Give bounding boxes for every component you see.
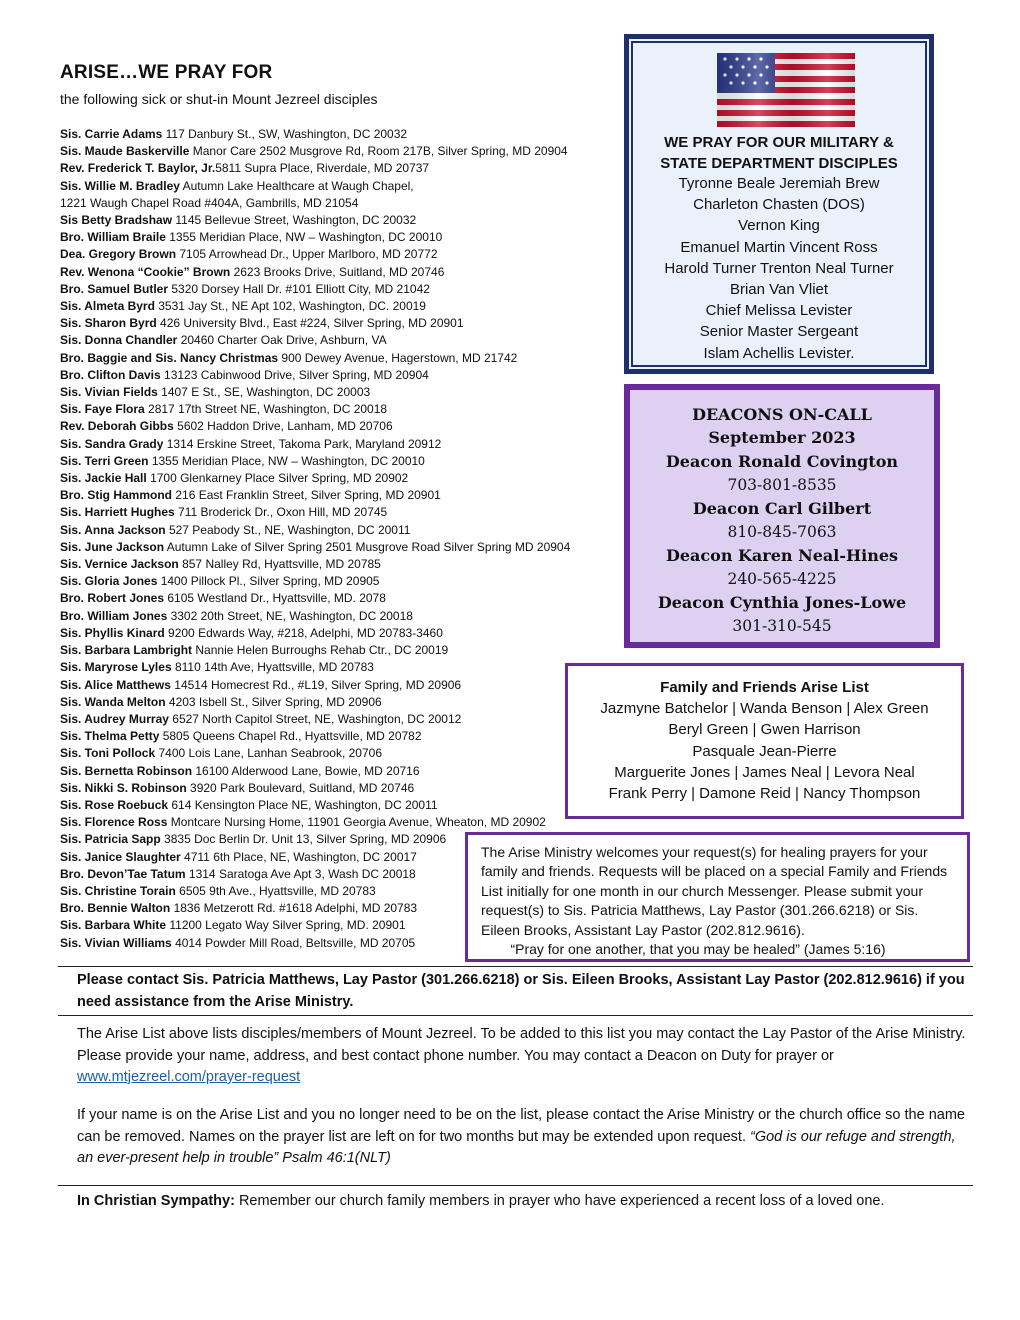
sick-list-item — [60, 763, 620, 780]
deacon-phone: 301-310-545 — [732, 617, 832, 635]
prayer-request-link[interactable]: www.mtjezreel.com/prayer-request — [77, 1069, 301, 1085]
disciple-address: 2817 17th Street NE, Washington, DC 20018 — [144, 402, 388, 417]
disciple-address: 20460 Charter Oak Drive, Ashburn, VA — [177, 333, 387, 348]
sick-list-item — [60, 694, 620, 711]
disciple-address: 8110 14th Ave, Hyattsville, MD 20783 — [171, 660, 374, 675]
prayer-request-box — [465, 832, 970, 962]
family-friends-box — [565, 663, 964, 819]
sick-list-item — [60, 608, 620, 625]
disciple-name: Bro. Robert Jones — [60, 591, 165, 606]
disciple-address: 1700 Glenkarney Place Silver Spring, MD 20902 — [146, 471, 409, 486]
disciple-address: Autumn Lake of Silver Spring 2501 Musgrove Road Silver Spring MD 20904 — [164, 539, 571, 554]
arise-subheading: the following sick or shut-in Mount Jezreel disciples — [60, 91, 378, 107]
sympathy-label: In Christian Sympathy: — [77, 1193, 235, 1209]
disciple-name: Bro. Samuel Butler — [60, 281, 169, 296]
disciple-name: Sis. Vivian Williams — [60, 935, 172, 950]
sympathy-text: Remember our church family members in prayer who have experienced a recent loss of a loved one. — [234, 1193, 885, 1209]
sick-list-item — [60, 298, 620, 315]
disciple-name: Bro. Devon’Tae Tatum — [60, 866, 186, 881]
disciple-name: Sis. Phyllis Kinard — [60, 625, 165, 640]
family-names-line: Marguerite Jones | James Neal | Levora Neal — [614, 763, 915, 781]
disciple-name: Sis. Janice Slaughter — [60, 849, 181, 864]
arise-heading: ARISE…WE PRAY FOR — [60, 62, 273, 83]
disciple-name: Sis. Florence Ross — [60, 815, 168, 830]
disciple-address: 1145 Bellevue Street, Washington, DC 20032 — [172, 213, 417, 228]
disciple-address: Montcare Nursing Home, 11901 Georgia Avenue, Wheaton, MD 20902 — [167, 815, 546, 830]
sick-list-item — [60, 436, 620, 453]
arise-info-paragraph — [77, 1024, 975, 1089]
disciple-name: Sis. Audrey Murray — [60, 711, 169, 726]
sick-list-item — [60, 711, 620, 728]
american-flag-icon — [717, 53, 855, 127]
disciple-address: 426 University Blvd., East #224, Silver Spring, MD 20901 — [156, 316, 464, 331]
disciple-name: Sis. Alice Matthews — [60, 677, 171, 692]
disciple-address: Autumn Lake Healthcare at Waugh Chapel, — [179, 178, 414, 193]
disciple-name: Sis. Faye Flora — [60, 402, 145, 417]
disciple-address: 614 Kensington Place NE, Washington, DC 20011 — [168, 797, 438, 812]
deacon-name: Deacon Cynthia Jones-Lowe — [657, 593, 907, 612]
divider — [58, 1185, 973, 1186]
disciple-name: Sis. Gloria Jones — [60, 574, 158, 589]
disciple-name: Bro. Clifton Davis — [60, 367, 161, 382]
disciple-name: Bro. Bennie Walton — [60, 901, 171, 916]
sick-list-item — [60, 487, 620, 504]
disciple-name: Bro. William Jones — [60, 608, 168, 623]
sick-list-item — [60, 814, 620, 831]
disciple-address: 527 Peabody St., NE, Washington, DC 20011 — [165, 522, 411, 537]
deacons-on-call-box — [624, 384, 940, 648]
disciple-address: 5602 Haddon Drive, Lanham, MD 20706 — [173, 419, 393, 434]
disciple-address: 1221 Waugh Chapel Road #404A, Gambrills, MD 21054 — [60, 195, 359, 210]
military-title: WE PRAY FOR OUR MILITARY & STATE DEPARTMENT DISCIPLES — [660, 134, 898, 172]
disciple-name: Sis. Barbara Lambright — [60, 643, 193, 658]
disciple-address: 4711 6th Place, NE, Washington, DC 20017 — [180, 849, 417, 864]
disciple-name: Sis Betty Bradshaw — [60, 213, 173, 228]
disciple-name: Sis. Maryrose Lyles — [60, 660, 172, 675]
removal-text: If your name is on the Arise List and you no longer need to be on the list, please contact the Arise Ministry or the church office so the name can be removed. Names on the prayer list are left on for two months but may be extended upon request. — [77, 1107, 965, 1145]
disciple-name: Sis. Rose Roebuck — [60, 797, 169, 812]
disciple-name: Sis. June Jackson — [60, 539, 165, 554]
disciple-name: Sis. Jackie Hall — [60, 471, 147, 486]
sick-list-item — [60, 332, 620, 349]
disciple-name: Sis. Anna Jackson — [60, 522, 166, 537]
deacon-phone: 810-845-7063 — [727, 523, 837, 541]
sick-list-item — [60, 315, 620, 332]
disciple-name: Sis. Vivian Fields — [60, 385, 158, 400]
disciple-name: Sis. Wanda Melton — [60, 694, 166, 709]
request-text: The Arise Ministry welcomes your request(s) for healing prayers for your family and friends. Requests will be placed on a special Family and Friends List initially for one month in our church Messenger. Please submit your request(s) to Sis. Patricia Matthews, Lay Pastor (301.266.6218) or Sis. Eileen Brooks, Assistant Lay Pastor (202.812.9616). — [481, 844, 948, 938]
sick-list-item — [60, 229, 620, 246]
disciple-address: 6105 Westland Dr., Hyattsville, MD. 2078 — [164, 591, 386, 606]
request-quote: “Pray for one another, that you may be healed” (James 5:16) — [510, 941, 886, 958]
sick-list — [60, 126, 620, 952]
disciple-address: 1355 Meridian Place, NW – Washington, DC 20010 — [148, 453, 425, 468]
sick-list-item — [60, 264, 620, 281]
family-names-line: Frank Perry | Damone Reid | Nancy Thompson — [608, 785, 921, 803]
sick-list-item — [60, 573, 620, 590]
disciple-address: 9200 Edwards Way, #218, Adelphi, MD 20783-3460 — [164, 625, 443, 640]
disciple-name: Dea. Gregory Brown — [60, 247, 177, 262]
disciple-address: 3835 Doc Berlin Dr. Unit 13, Silver Spring, MD 20906 — [160, 832, 447, 847]
disciple-name: Sis. Patricia Sapp — [60, 832, 161, 847]
sick-list-item — [60, 126, 620, 143]
sick-list-item — [60, 728, 620, 745]
disciple-name: Sis. Nikki S. Robinson — [60, 780, 187, 795]
disciple-address: 900 Dewey Avenue, Hagerstown, MD 21742 — [278, 350, 518, 365]
disciple-address: 1314 Erskine Street, Takoma Park, Maryland 20912 — [163, 436, 442, 451]
sick-list-item — [60, 522, 620, 539]
disciple-name: Sis. Thelma Petty — [60, 729, 160, 744]
sympathy-note — [77, 1191, 977, 1212]
disciple-name: Sis. Terri Green — [60, 453, 149, 468]
disciple-address: 857 Nalley Rd, Hyattsville, MD 20785 — [178, 557, 381, 572]
disciple-address: 1314 Saratoga Ave Apt 3, Wash DC 20018 — [185, 866, 416, 881]
sick-list-item — [60, 367, 620, 384]
disciple-address: 711 Broderick Dr., Oxon Hill, MD 20745 — [174, 505, 388, 520]
sick-list-item — [60, 556, 620, 573]
sick-list-item — [60, 246, 620, 263]
military-name: Senior Master Sergeant — [699, 323, 859, 341]
divider — [58, 966, 973, 967]
disciple-address: 13123 Cabinwood Drive, Silver Spring, MD 20904 — [160, 367, 429, 382]
military-names-list — [629, 173, 929, 364]
disciple-address: 3531 Jay St., NE Apt 102, Washington, DC. 20019 — [154, 299, 426, 314]
removal-paragraph — [77, 1105, 975, 1170]
sick-list-item — [60, 797, 620, 814]
disciple-address: 1836 Metzerott Rd. #1618 Adelphi, MD 20783 — [170, 901, 418, 916]
sick-list-item — [60, 178, 620, 195]
disciple-name: Rev. Deborah Gibbs — [60, 419, 174, 434]
sick-list-item — [60, 160, 620, 177]
disciple-name: Rev. Wenona “Cookie” Brown — [60, 264, 231, 279]
disciple-name: Bro. Stig Hammond — [60, 488, 173, 503]
military-name: Charleton Chasten (DOS) — [693, 196, 865, 214]
sick-list-item — [60, 625, 620, 642]
deacons-title: DEACONS ON-CALL — [692, 405, 872, 424]
disciple-address: 216 East Franklin Street, Silver Spring, MD 20901 — [172, 488, 441, 503]
sick-list-item — [60, 195, 620, 212]
sick-list-item — [60, 453, 620, 470]
disciple-name: Sis. Sandra Grady — [60, 436, 164, 451]
disciple-address: 7400 Lois Lane, Lanhan Seabrook, 20706 — [155, 746, 382, 761]
sick-list-item — [60, 470, 620, 487]
military-prayer-box — [624, 34, 934, 374]
sick-list-item — [60, 659, 620, 676]
disciple-name: Sis. Vernice Jackson — [60, 557, 179, 572]
disciple-name: Sis. Barbara White — [60, 918, 167, 933]
deacon-phone: 703-801-8535 — [727, 476, 837, 494]
sick-list-item — [60, 143, 620, 160]
deacon-name: Deacon Karen Neal-Hines — [665, 546, 899, 565]
disciple-address: 5805 Queens Chapel Rd., Hyattsville, MD 20782 — [159, 729, 422, 744]
disciple-address: 4014 Powder Mill Road, Beltsville, MD 20705 — [171, 935, 416, 950]
military-name: Chief Melissa Levister — [705, 302, 853, 320]
disciple-name: Sis. Willie M. Bradley — [60, 178, 180, 193]
family-names-line: Jazmyne Batchelor | Wanda Benson | Alex Green — [600, 700, 929, 717]
disciple-address: Manor Care 2502 Musgrove Rd, Room 217B, Silver Spring, MD 20904 — [189, 144, 568, 159]
disciple-address: Nannie Helen Burroughs Rehab Ctr., DC 20019 — [192, 643, 449, 658]
psalm-quote: “God is our refuge and strength, an ever-present help in trouble” Psalm 46:1(NLT) — [77, 1128, 956, 1166]
family-title: Family and Friends Arise List — [660, 679, 869, 696]
deacon-phone: 240-565-4225 — [727, 570, 837, 588]
disciple-address: 3302 20th Street, NE, Washington, DC 20018 — [167, 608, 413, 623]
sick-list-item — [60, 281, 620, 298]
sick-list-item — [60, 780, 620, 797]
disciple-name: Bro. William Braile — [60, 230, 166, 245]
disciple-address: 11200 Legato Way Silver Spring, MD. 20901 — [166, 918, 406, 933]
sick-list-item — [60, 504, 620, 521]
disciple-address: 16100 Alderwood Lane, Bowie, MD 20716 — [192, 763, 420, 778]
disciple-address: 3920 Park Boulevard, Suitland, MD 20746 — [186, 780, 415, 795]
sick-list-item — [60, 745, 620, 762]
sick-list-item — [60, 401, 620, 418]
military-name: Tyronne Beale Jeremiah Brew — [678, 175, 880, 192]
sick-list-item — [60, 418, 620, 435]
arise-info-text: The Arise List above lists disciples/members of Mount Jezreel. To be added to this list you may contact the Lay Pastor of the Arise Ministry. Please provide your name, address, and best contact phone number. You may contact a Deacon on Duty for prayer or — [77, 1026, 966, 1064]
family-names-line: Beryl Green | Gwen Harrison — [668, 721, 861, 739]
disciple-address: 7105 Arrowhead Dr., Upper Marlboro, MD 20772 — [176, 247, 438, 262]
disciple-name: Sis. Maude Baskerville — [60, 144, 190, 159]
disciple-name: Sis. Toni Pollock — [60, 746, 156, 761]
disciple-name: Sis. Almeta Byrd — [60, 299, 155, 314]
military-name: Emanuel Martin Vincent Ross — [680, 238, 878, 256]
sick-list-item — [60, 350, 620, 367]
disciple-address: 1407 E St., SE, Washington, DC 20003 — [157, 385, 371, 400]
disciple-address: 6505 9th Ave., Hyattsville, MD 20783 — [175, 883, 376, 898]
sick-list-item — [60, 212, 620, 229]
disciple-address: 5811 Supra Place, Riverdale, MD 20737 — [215, 161, 430, 176]
disciple-name: Sis. Donna Chandler — [60, 333, 178, 348]
deacon-name: Deacon Ronald Covington — [665, 452, 899, 471]
disciple-name: Sis. Carrie Adams — [60, 127, 163, 141]
deacons-month: September 2023 — [708, 428, 856, 447]
disciple-name: Bro. Baggie and Sis. Nancy Christmas — [60, 350, 279, 365]
military-name: Vernon King — [738, 217, 820, 235]
deacon-name: Deacon Carl Gilbert — [692, 499, 872, 518]
family-names — [568, 698, 961, 804]
military-name: Harold Turner Trenton Neal Turner — [664, 259, 894, 277]
disciple-address: 1400 Pillock Pl., Silver Spring, MD 20905 — [157, 574, 380, 589]
disciple-address: 6527 North Capitol Street, NE, Washington, DC 20012 — [168, 711, 462, 726]
sick-list-item — [60, 539, 620, 556]
deacon-list — [630, 450, 934, 638]
divider — [58, 1015, 973, 1016]
military-name: Islam Achellis Levister. — [703, 344, 855, 362]
disciple-address: 1355 Meridian Place, NW – Washington, DC 20010 — [165, 230, 443, 245]
disciple-name: Sis. Harriett Hughes — [60, 505, 175, 520]
sick-list-item — [60, 590, 620, 607]
disciple-address: 4203 Isbell St., Silver Spring, MD 20906 — [165, 694, 382, 709]
disciple-address: 14514 Homecrest Rd., #L19, Silver Spring, MD 20906 — [170, 677, 462, 692]
disciple-name: Sis. Christine Torain — [60, 883, 176, 898]
disciple-name: Sis. Bernetta Robinson — [60, 763, 193, 778]
sick-list-item — [60, 384, 620, 401]
disciple-address: 117 Danbury St., SW, Washington, DC 20032 — [162, 127, 408, 141]
military-name: Brian Van Vliet — [729, 281, 829, 299]
disciple-name: Rev. Frederick T. Baylor, Jr. — [60, 161, 216, 176]
disciple-name: Sis. Sharon Byrd — [60, 316, 157, 331]
sick-list-item — [60, 677, 620, 694]
disciple-address: 5320 Dorsey Hall Dr. #101 Elliott City, MD 21042 — [168, 281, 430, 296]
family-names-line: Pasquale Jean-Pierre — [692, 742, 837, 760]
contact-note: Please contact Sis. Patricia Matthews, Lay Pastor (301.266.6218) or Sis. Eileen Brooks, Assistant Lay Pastor (202.812.9616) if you need assistance from the Arise Ministry. — [77, 972, 965, 1010]
disciple-address: 2623 Brooks Drive, Suitland, MD 20746 — [230, 264, 445, 279]
sick-list-item — [60, 642, 620, 659]
